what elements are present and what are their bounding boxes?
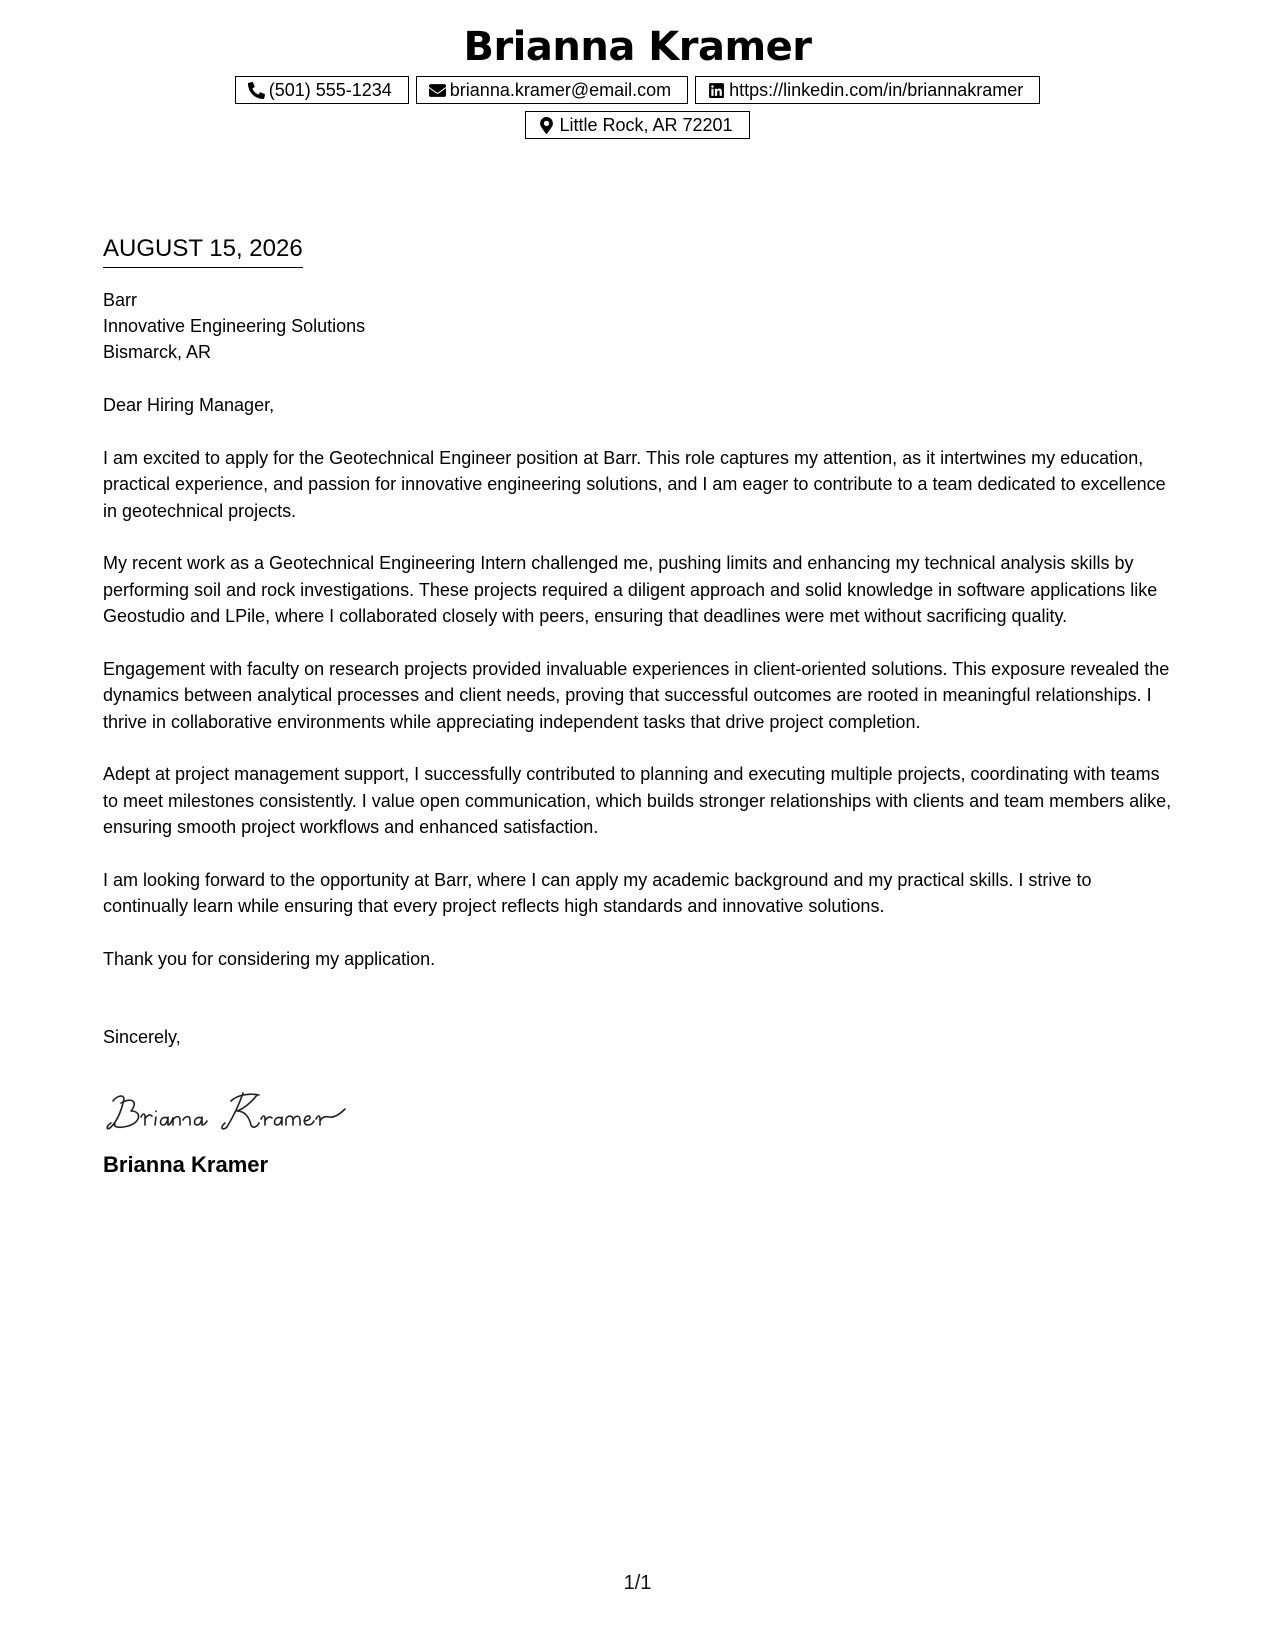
envelope-icon: [429, 82, 446, 99]
signature-drawing: [103, 1081, 363, 1141]
body-paragraph-5: I am looking forward to the opportunity at Barr, where I can apply my academic background and my practical skills. I strive to continually learn while ensuring that every project reflects high standards and innovative solutions.: [103, 869, 1092, 916]
phone-text: (501) 555-1234: [268, 80, 392, 100]
body-paragraph-4: Adept at project management support, I successfully contributed to planning and executing multiple projects, coordinating with teams to meet milestones consistently. I value open communication, which builds stronger relationships with clients and team members alike, ensuring smooth project workflows and enhanced satisfaction.: [103, 764, 1172, 837]
recipient-location: Bismarck, AR: [103, 342, 212, 362]
phone-icon: [248, 82, 265, 99]
handwritten-signature: [103, 1081, 1173, 1141]
closing: Sincerely,: [103, 1027, 181, 1047]
linkedin-text: https://linkedin.com/in/briannakramer: [729, 80, 1024, 100]
contact-row-primary: [0, 76, 1275, 104]
thank-you-line: Thank you for considering my application.: [103, 948, 436, 969]
email-contact[interactable]: [416, 76, 688, 104]
body-paragraph-3: Engagement with faculty on research projects provided invaluable experiences in client-oriented solutions. This exposure revealed the dynamics between analytical processes and client needs, proving that successful outcomes are rooted in meaningful relationships. I thrive in collaborative environments while appreciating independent tasks that drive project completion.: [103, 658, 1170, 732]
linkedin-contact[interactable]: [695, 76, 1040, 104]
email-text: brianna.kramer@email.com: [449, 80, 672, 100]
recipient-name: Barr: [103, 290, 138, 310]
letter-header: [0, 22, 1275, 139]
linkedin-icon: [708, 82, 725, 99]
applicant-name: Brianna Kramer: [463, 24, 812, 70]
signer-name: Brianna Kramer: [103, 1151, 269, 1177]
location-text: Little Rock, AR 72201: [559, 115, 733, 135]
phone-contact[interactable]: [235, 76, 409, 104]
page-indicator: 1/1: [623, 1572, 652, 1594]
letter-date: AUGUST 15, 2026: [103, 234, 303, 268]
body-paragraph-2: My recent work as a Geotechnical Engineering Intern challenged me, pushing limits and enhancing my technical analysis skills by performing soil and rock investigations. These projects required a diligent approach and solid knowledge in software applications like Geostudio and LPile, where I collaborated closely with peers, ensuring that deadlines were met without sacrificing quality.: [103, 553, 1158, 626]
contact-row-secondary: [0, 111, 1275, 139]
map-pin-icon: [538, 117, 555, 134]
recipient-company: Innovative Engineering Solutions: [103, 316, 366, 336]
letter-body: [103, 234, 1173, 1179]
location-contact: [525, 111, 749, 139]
body-paragraph-1: I am excited to apply for the Geotechnical Engineer position at Barr. This role captures my attention, as it intertwines my education, practical experience, and passion for innovative engineering solutions, and I am eager to contribute to a team dedicated to excellence in geotechnical projects.: [103, 447, 1166, 521]
recipient-block: [103, 287, 1173, 365]
salutation: Dear Hiring Manager,: [103, 395, 275, 415]
